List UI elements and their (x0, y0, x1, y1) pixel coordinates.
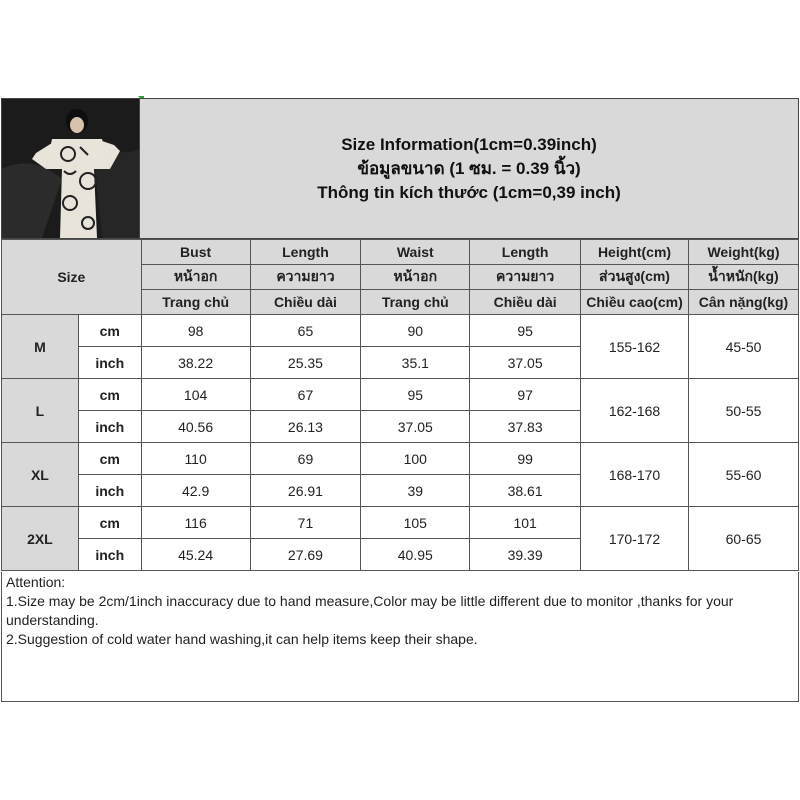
cell-value: 71 (250, 507, 361, 539)
height-range: 170-172 (581, 507, 689, 571)
cell-value: 35.1 (361, 347, 470, 379)
weight-range: 45-50 (688, 315, 798, 379)
cell-value: 39.39 (470, 539, 581, 571)
col-header-vi: Chiều dài (250, 290, 361, 315)
cell-value: 37.05 (470, 347, 581, 379)
size-heading: Size (2, 240, 142, 315)
col-header-vi: Chiều dài (470, 290, 581, 315)
cell-value: 95 (361, 379, 470, 411)
cell-value: 38.22 (141, 347, 250, 379)
col-header-en: Weight(kg) (688, 240, 798, 265)
weight-range: 55-60 (688, 443, 798, 507)
cell-value: 116 (141, 507, 250, 539)
table-row (2, 379, 799, 411)
header-title-en: Size Information(1cm=0.39inch) (341, 134, 597, 154)
table-row (2, 315, 799, 347)
unit-label: inch (78, 411, 141, 443)
cell-value: 90 (361, 315, 470, 347)
cell-value: 42.9 (141, 475, 250, 507)
cell-value: 27.69 (250, 539, 361, 571)
height-range: 155-162 (581, 315, 689, 379)
unit-label: cm (78, 443, 141, 475)
cell-value: 69 (250, 443, 361, 475)
product-photo (1, 98, 140, 239)
weight-range: 60-65 (688, 507, 798, 571)
col-header-th: น้ำหนัก(kg) (688, 265, 798, 290)
cell-value: 26.91 (250, 475, 361, 507)
cell-value: 25.35 (250, 347, 361, 379)
col-header-en: Waist (361, 240, 470, 265)
unit-label: inch (78, 347, 141, 379)
cell-value: 101 (470, 507, 581, 539)
col-header-en: Length (470, 240, 581, 265)
cell-value: 40.95 (361, 539, 470, 571)
col-header-th: หน้าอก (141, 265, 250, 290)
col-header-vi: Trang chủ (361, 290, 470, 315)
size-name: 2XL (2, 507, 79, 571)
table-row (2, 507, 799, 539)
height-range: 162-168 (581, 379, 689, 443)
header-title-th: ข้อมูลขนาด (1 ซม. = 0.39 นิ้ว) (357, 158, 581, 178)
col-header-th: ความยาว (470, 265, 581, 290)
cell-value: 38.61 (470, 475, 581, 507)
cell-value: 45.24 (141, 539, 250, 571)
col-header-th: ส่วนสูง(cm) (581, 265, 689, 290)
col-header-th: หน้าอก (361, 265, 470, 290)
cell-value: 100 (361, 443, 470, 475)
cell-value: 99 (470, 443, 581, 475)
unit-label: cm (78, 315, 141, 347)
weight-range: 50-55 (688, 379, 798, 443)
cell-value: 95 (470, 315, 581, 347)
cell-value: 110 (141, 443, 250, 475)
col-header-en: Bust (141, 240, 250, 265)
cell-value: 104 (141, 379, 250, 411)
unit-label: inch (78, 539, 141, 571)
model-image (2, 99, 139, 238)
size-chart (0, 98, 799, 702)
col-header-vi: Chiều cao(cm) (581, 290, 689, 315)
cell-value: 39 (361, 475, 470, 507)
note-item: 2.Suggestion of cold water hand washing,it can help items keep their shape. (6, 631, 478, 647)
cell-value: 37.83 (470, 411, 581, 443)
attention-notes (1, 572, 799, 702)
cell-value: 98 (141, 315, 250, 347)
col-header-vi: Trang chủ (141, 290, 250, 315)
table-row (2, 443, 799, 475)
cell-value: 26.13 (250, 411, 361, 443)
size-table (1, 239, 799, 571)
size-name: L (2, 379, 79, 443)
col-header-en: Length (250, 240, 361, 265)
cell-value: 37.05 (361, 411, 470, 443)
col-header-en: Height(cm) (581, 240, 689, 265)
cell-value: 97 (470, 379, 581, 411)
unit-label: cm (78, 507, 141, 539)
cell-value: 40.56 (141, 411, 250, 443)
header-title-vi: Thông tin kích thước (1cm=0,39 inch) (317, 182, 621, 202)
notes-title: Attention: (6, 574, 66, 590)
size-info-header (140, 98, 799, 239)
col-header-vi: Cân nặng(kg) (688, 290, 798, 315)
height-range: 168-170 (581, 443, 689, 507)
note-item: 1.Size may be 2cm/1inch inaccuracy due to hand measure,Color may be little different due to monitor ,thanks for your understanding. (6, 593, 734, 628)
col-header-th: ความยาว (250, 265, 361, 290)
cell-value: 105 (361, 507, 470, 539)
size-name: M (2, 315, 79, 379)
unit-label: inch (78, 475, 141, 507)
cell-value: 67 (250, 379, 361, 411)
cell-value: 65 (250, 315, 361, 347)
size-name: XL (2, 443, 79, 507)
unit-label: cm (78, 379, 141, 411)
